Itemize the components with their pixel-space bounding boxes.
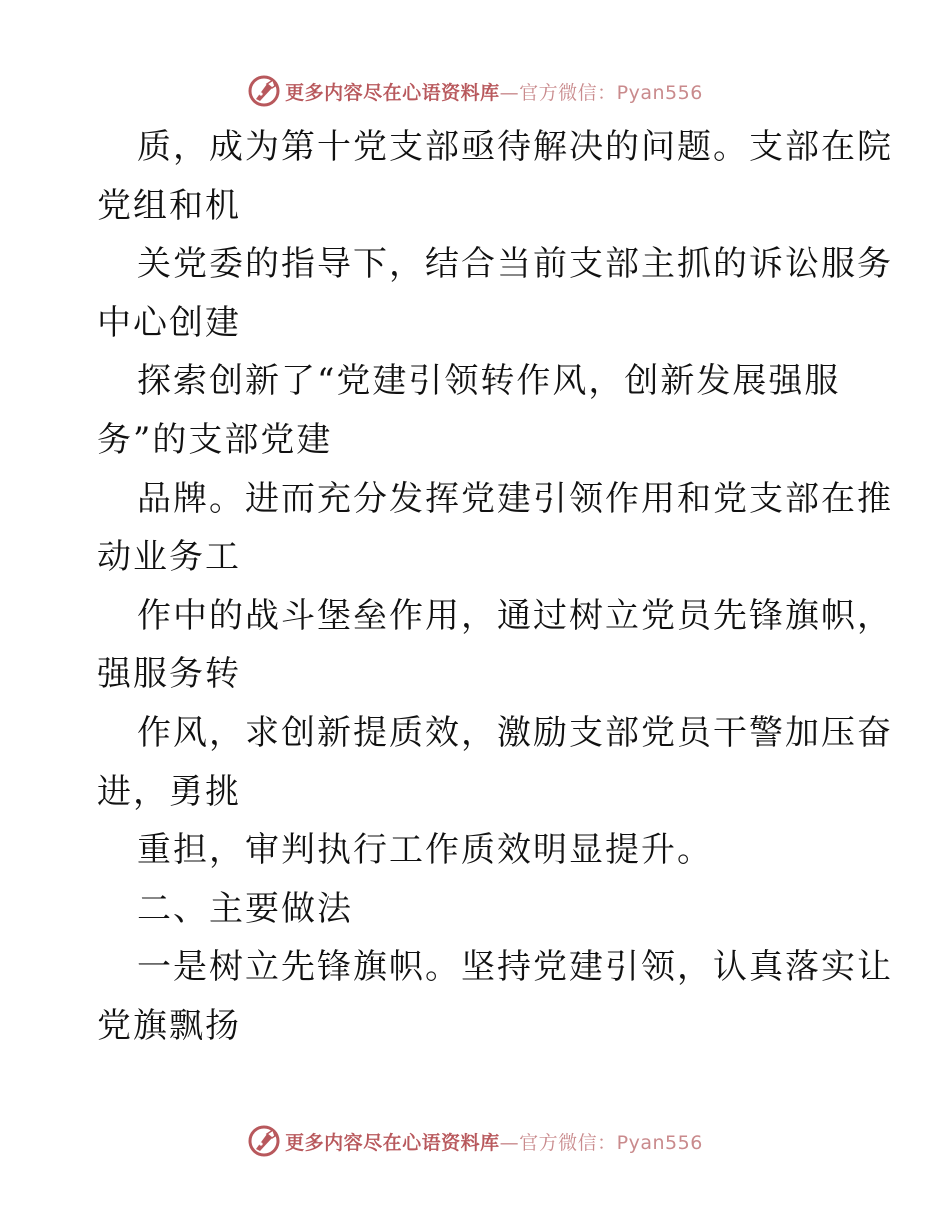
document-line: 重担，审判执行工作质效明显提升。: [137, 830, 713, 871]
document-line: 务”的支部党建: [97, 419, 333, 460]
document-line: 进，勇挑: [97, 771, 241, 812]
footer-banner-main: 更多内容尽在心语资料库: [285, 1131, 500, 1154]
section-heading: 二、主要做法: [137, 888, 353, 929]
document-line: 党组和机: [97, 185, 241, 226]
document-line: 一是树立先锋旗帜。坚持党建引领，认真落实让: [137, 947, 893, 988]
header-banner-suffix: —官方微信：Pyan556: [499, 81, 703, 104]
document-line: 品牌。进而充分发挥党建引领作用和党支部在推: [137, 478, 893, 519]
pen-nib-logo-icon: [247, 1124, 281, 1158]
document-line: 中心创建: [97, 302, 241, 343]
document-line: 作中的战斗堡垒作用，通过树立党员先锋旗帜，: [137, 595, 893, 636]
footer-banner: [0, 1121, 950, 1161]
document-line: 探索创新了“党建引领转作风，创新发展强服: [137, 361, 841, 402]
document-line: 质，成为第十党支部亟待解决的问题。支部在院: [137, 127, 893, 167]
document-line: 强服务转: [97, 654, 241, 695]
document-line: 动业务工: [97, 537, 241, 578]
document-line: 关党委的指导下，结合当前支部主抓的诉讼服务: [137, 244, 893, 285]
document-line: 党旗飘扬: [97, 1005, 241, 1046]
header-banner-main: 更多内容尽在心语资料库: [285, 81, 500, 104]
header-banner: [0, 71, 950, 111]
footer-banner-text: [285, 1128, 703, 1155]
document-line: 作风，求创新提质效，激励支部党员干警加压奋: [137, 712, 893, 753]
header-banner-text: [285, 78, 703, 105]
footer-banner-suffix: —官方微信：Pyan556: [499, 1131, 703, 1154]
pen-nib-logo-icon: [247, 74, 281, 108]
document-body: [97, 118, 893, 1056]
